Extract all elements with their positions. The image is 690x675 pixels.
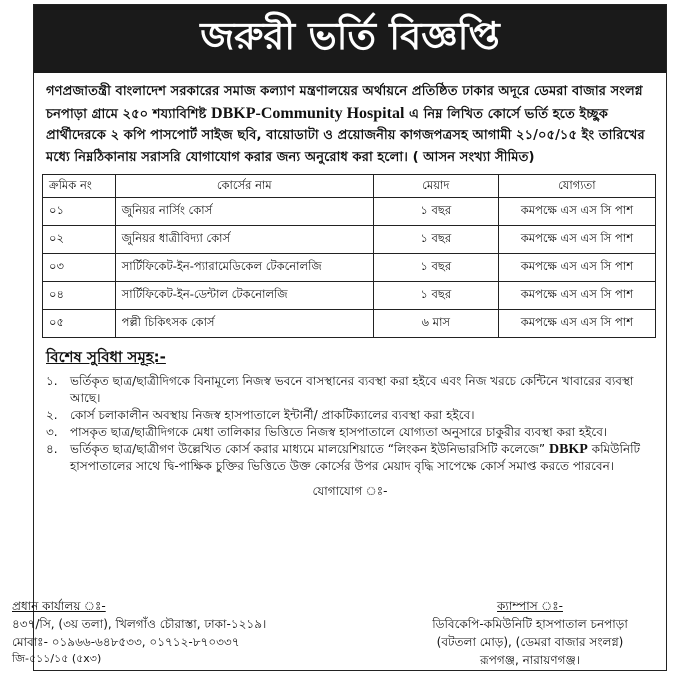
row-course: সার্টিফিকেট-ইন-ডেন্টাল টেকনোলজি [115,282,373,310]
header-duration: মেয়াদ [373,175,498,198]
benefit-text-after: কমিউনিটি হাসপাতালের সাথে দ্বি-পাক্ষিক চুক্তির ভিত্তিতে উক্ত কোর্সের উপর মেয়াদ বৃদ্ধি সাপেক্ষে কোর্স সমাপ্ত করতে পারবেন। [70,442,641,473]
benefits-title: বিশেষ সুবিধা সমূহ:- [46,348,166,366]
contact-heading: যোগাযোগ ঃ- [312,484,388,498]
reference-code: জি-৫১১/১৫ (৫x৩) [12,652,102,665]
row-qualification: কমপক্ষে এস এস সি পাশ [498,282,655,310]
head-office-phone: মোবাঃ- ০১৯৬৬-৬৪৮৫৩৩, ০১৭১২-৮৭০৩৩৭ [12,635,240,649]
list-item [46,424,656,441]
benefit-number: ১. [46,374,58,388]
benefit-text-before: ভর্তিকৃত ছাত্র/ছাত্রীগণ উল্লেখিত কোর্স করার মাধ্যমে মালয়েশিয়াতে “লিংকন ইউনিভারসিটি কলেজে” [70,442,546,456]
benefit-number: ৪. [46,442,58,456]
head-office-line1: ৪৩৭/সি, (৩য় তলা), খিলগাঁও চৌরাস্তা, ঢাকা-১২১৯। [12,617,267,631]
header-course: কোর্সের নাম [115,175,373,198]
row-course: পল্লী চিকিৎসক কোর্স [115,310,373,338]
intro-paragraph [46,81,656,168]
benefit-number: ২. [46,408,58,422]
benefits-list [46,373,656,475]
benefit-text [70,441,656,475]
row-serial: ০৩ [43,254,116,282]
row-qualification: কমপক্ষে এস এস সি পাশ [498,198,655,226]
hospital-name: DBKP-Community Hospital [211,104,405,122]
benefit-text: পাসকৃত ছাত্র/ছাত্রীদিগকে মেধা তালিকার ভিত্তিতে নিজস্ব হাসপাতালে যোগ্যতা অনুসারে চাকুরীর ব্যবস্থা করা হইবে। [70,425,608,439]
row-duration: ৬ মাস [373,310,498,338]
row-serial: ০৪ [43,282,116,310]
head-office-address [12,597,342,651]
campus-line3: রূপগঞ্জ, নারায়ণগঞ্জ। [479,653,581,667]
row-duration: ১ বছর [373,198,498,226]
benefit-text: ভর্তিকৃত ছাত্র/ছাত্রীদিগকে বিনামূল্যে নিজস্ব ভবনে বাসস্থানের ব্যবস্থা করা হইবে এবং নিজ খরচে কেন্টিনে খাবারের ব্যবস্থা আছে। [70,374,634,405]
notice-title: জরুরী ভর্তি বিজ্ঞপ্তি [34,5,666,73]
list-item [46,373,656,407]
row-serial: ০২ [43,226,116,254]
row-duration: ১ বছর [373,254,498,282]
row-course: সার্টিফিকেট-ইন-প্যারামেডিকেল টেকনোলজি [115,254,373,282]
campus-address [380,597,680,669]
head-office-label: প্রধান কার্যালয় ঃ- [12,599,106,613]
benefit-number: ৩. [46,425,58,439]
campus-line2: (বটতলা মোড়), (ডেমরা বাজার সংলগ্ন) [436,635,624,649]
notice-frame [33,4,667,671]
row-serial: ০৫ [43,310,116,338]
row-course: জুনিয়র ধাত্রীবিদ্যা কোর্স [115,226,373,254]
header-qualification: যোগ্যতা [498,175,655,198]
campus-line1: ডিবিকেপি-কমিউনিটি হাসপাতাল চনপাড়া [432,617,628,631]
row-course: জুনিয়র নার্সিং কোর্স [115,198,373,226]
row-qualification: কমপক্ষে এস এস সি পাশ [498,310,655,338]
benefit-text: কোর্স চলাকালীন অবস্থায় নিজস্ব হাসপাতালে ইন্টার্নী/ প্রাকটিক্যালের ব্যবস্থা করা হইবে। [70,408,475,422]
table-row [43,198,656,226]
header-serial: ক্রমিক নং [43,175,116,198]
list-item [46,441,656,475]
campus-label: ক্যাম্পাস ঃ- [497,599,563,613]
table-row [43,310,656,338]
intro-text-before: গণপ্রজাতন্ত্রী বাংলাদেশ সরকারের সমাজ কল্যাণ মন্ত্রণালয়ের অর্থায়নে প্রতিষ্ঠিত ঢাকার অদূরে ডেমরা বাজার সংলগ্ন চনপাড়া গ্রামে ২৫০ শয্যাবিশিষ্ট [46,84,643,122]
list-item [46,407,656,424]
benefit-dbkp: DBKP [548,442,588,457]
table-header-row [43,175,656,198]
table-row [43,226,656,254]
row-serial: ০১ [43,198,116,226]
row-qualification: কমপক্ষে এস এস সি পাশ [498,254,655,282]
row-duration: ১ বছর [373,282,498,310]
table-row [43,282,656,310]
row-qualification: কমপক্ষে এস এস সি পাশ [498,226,655,254]
table-row [43,254,656,282]
row-duration: ১ বছর [373,226,498,254]
intro-text-after: এ নিম্ন লিখিত কোর্সে ভর্তি হতে ইচ্ছুক প্রার্থীদেরকে ২ কপি পাসপোর্ট সাইজ ছবি, বায়োডাটা ও প্রয়োজনীয় কাগজপত্রসহ আগামী ২১/০৫/১৫ ইং তারিখের মধ্যে নিম্নঠিকানায় সরাসরি যোগাযোগ করার জন্য অনুরোধ করা হলো। ( আসন সংখ্যা সীমিত) [46,106,645,165]
courses-table [42,174,656,338]
